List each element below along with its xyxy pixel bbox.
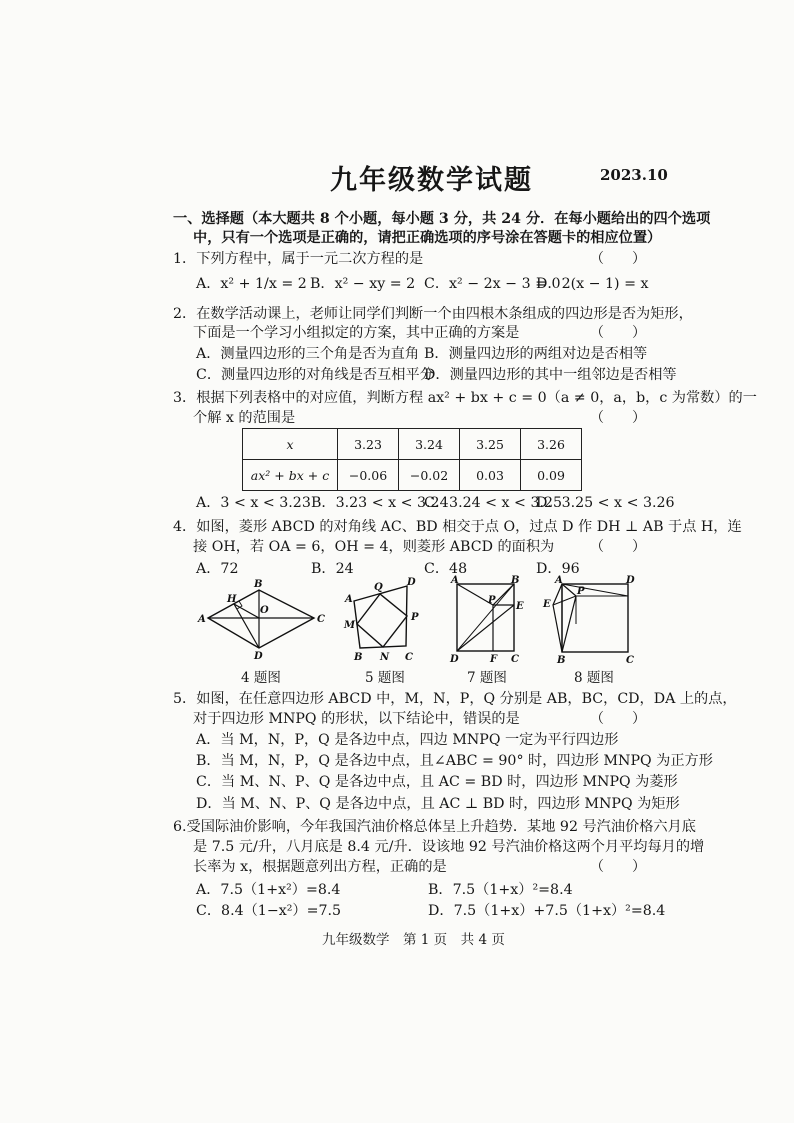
q6-option-b: B．7.5（1+x）²=8.4 — [428, 882, 573, 898]
q2-option-a: A．测量四边形的三个角是否为直角 — [196, 346, 420, 362]
q3-value-table — [242, 428, 582, 491]
caption-figure-4: 4 题图 — [241, 670, 281, 686]
table-cell: 0.03 — [460, 460, 521, 491]
q5-option-b: B．当 M，N，P，Q 是各边中点，且∠ABC = 90° 时，四边形 MNPQ 为正方形 — [196, 753, 713, 769]
q2-option-c: C．测量四边形的对角线是否互相平分 — [196, 367, 434, 383]
figure-7-square — [447, 574, 527, 664]
fig8-label-d: D — [626, 575, 635, 586]
q6-stem-line2: 是 7.5 元/升，八月底是 8.4 元/升．设该地 92 号汽油价格这两个月平均每月的增 — [193, 839, 705, 855]
table-cell: −0.06 — [338, 460, 399, 491]
fig8-label-c: C — [626, 655, 634, 664]
table-cell: 3.24 — [399, 429, 460, 460]
fig4-label-c: C — [317, 614, 325, 625]
q1-option-c: C．x² − 2x − 3 = 0 — [424, 276, 561, 292]
fig4-label-b: B — [254, 579, 263, 590]
q3-stem-line2: 个解 x 的范围是 — [193, 410, 296, 426]
q4-option-c: C．48 — [424, 561, 468, 577]
exam-date: 2023.10 — [600, 166, 668, 184]
fig4-label-o: O — [260, 605, 269, 616]
q4-stem: 4．如图，菱形 ABCD 的对角线 AC、BD 相交于点 O，过点 D 作 DH ⊥ AB 于点 H，连 — [173, 519, 742, 535]
q1-stem: 1．下列方程中，属于一元二次方程的是 — [173, 251, 424, 267]
q3-option-c: C．3.24 < x < 3.25 — [424, 495, 563, 511]
q2-option-d: D．测量四边形的其中一组邻边是否相等 — [424, 367, 677, 383]
q1-option-b: B．x² − xy = 2 — [310, 276, 416, 292]
table-cell: ax² + bx + c — [243, 460, 338, 491]
figure-5-quadrilateral — [340, 574, 424, 662]
q3-stem: 3．根据下列表格中的对应值，判断方程 ax² + bx + c = 0（a ≠ 0，a，b，c 为常数）的一 — [173, 390, 757, 406]
q2-stem: 2．在数学活动课上，老师让同学们判断一个由四根木条组成的四边形是否为矩形， — [173, 306, 693, 322]
q4-option-d: D．96 — [536, 561, 580, 577]
figure-8-square — [540, 574, 640, 664]
fig5-label-d: D — [407, 577, 416, 588]
fig4-label-h: H — [227, 594, 237, 605]
page-title: 九年级数学试题 — [330, 165, 533, 196]
q2-answer-paren: （ ） — [590, 325, 646, 341]
table-cell: −0.02 — [399, 460, 460, 491]
fig5-label-p: P — [411, 612, 419, 623]
q1-answer-paren: （ ） — [590, 251, 646, 267]
table-cell: 3.25 — [460, 429, 521, 460]
fig7-label-a: A — [451, 575, 459, 586]
q5-answer-paren: （ ） — [590, 711, 646, 727]
q6-option-c: C．8.4（1−x²）=7.5 — [196, 903, 342, 919]
q5-option-c: C．当 M、N、P、Q 是各边中点，且 AC = BD 时，四边形 MNPQ 为菱形 — [196, 774, 678, 790]
q6-answer-paren: （ ） — [590, 859, 646, 875]
fig8-label-p: P — [577, 586, 585, 597]
q4-stem-line2: 接 OH，若 OA = 6，OH = 4，则菱形 ABCD 的面积为 — [193, 539, 555, 555]
table-cell: 0.09 — [521, 460, 582, 491]
figure-4-rhombus — [196, 578, 326, 660]
q6-stem: 6.受国际油价影响，今年我国汽油价格总体呈上升趋势．某地 92 号汽油价格六月底 — [173, 819, 696, 835]
q4-option-b: B．24 — [311, 561, 354, 577]
page-footer: 九年级数学 第 1 页 共 4 页 — [322, 932, 505, 948]
fig5-label-n: N — [380, 652, 390, 662]
fig5-label-m: M — [344, 620, 356, 631]
q5-option-d: D．当 M、N、P、Q 是各边中点，且 AC ⊥ BD 时，四边形 MNPQ 为矩形 — [196, 796, 680, 812]
section-heading: 一、选择题（本大题共 8 个小题，每小题 3 分，共 24 分．在每小题给出的四个选项 — [173, 211, 711, 227]
q5-stem: 5．如图，在任意四边形 ABCD 中，M，N，P，Q 分别是 AB，BC，CD，DA 上的点， — [173, 691, 737, 707]
fig5-label-q: Q — [374, 582, 383, 593]
table-cell: x — [243, 429, 338, 460]
q4-answer-paren: （ ） — [590, 539, 646, 555]
q6-stem-line3: 长率为 x，根据题意列出方程，正确的是 — [193, 859, 447, 875]
fig7-label-e: E — [516, 601, 524, 612]
fig7-label-f: F — [490, 654, 498, 664]
q4-option-a: A．72 — [196, 561, 239, 577]
fig5-label-a: A — [345, 594, 353, 605]
fig5-label-c: C — [405, 652, 413, 662]
q5-option-a: A．当 M，N，P，Q 是各边中点，四边 MNPQ 一定为平行四边形 — [196, 732, 619, 748]
q5-stem-line2: 对于四边形 MNPQ 的形状，以下结论中，错误的是 — [193, 711, 520, 727]
fig7-label-b: B — [511, 575, 520, 586]
caption-figure-8: 8 题图 — [574, 670, 614, 686]
fig7-label-d: D — [450, 654, 459, 664]
fig8-label-b: B — [557, 655, 566, 664]
q1-option-a: A．x² + 1/x = 2 — [196, 276, 307, 292]
fig8-label-e: E — [543, 599, 551, 610]
q6-option-a: A．7.5（1+x²）=8.4 — [196, 882, 341, 898]
q1-option-d: D．2(x − 1) = x — [536, 276, 649, 292]
q3-option-a: A．3 < x < 3.23 — [196, 495, 311, 511]
fig8-label-a: A — [555, 575, 563, 586]
caption-figure-7: 7 题图 — [467, 670, 507, 686]
fig5-label-b: B — [354, 652, 363, 662]
q3-answer-paren: （ ） — [590, 410, 646, 426]
q2-stem-line2: 下面是一个学习小组拟定的方案，其中正确的方案是 — [193, 325, 520, 341]
q3-option-d: D．3.25 < x < 3.26 — [536, 495, 675, 511]
fig4-label-d: D — [254, 651, 263, 660]
fig7-label-c: C — [511, 654, 519, 664]
table-row — [243, 429, 582, 460]
caption-figure-5: 5 题图 — [365, 670, 405, 686]
table-row — [243, 460, 582, 491]
q3-option-b: B．3.23 < x < 3.24 — [311, 495, 449, 511]
table-cell: 3.23 — [338, 429, 399, 460]
fig4-label-a: A — [198, 614, 206, 625]
table-cell: 3.26 — [521, 429, 582, 460]
section-heading-line2: 中，只有一个选项是正确的，请把正确选项的序号涂在答题卡的相应位置） — [193, 230, 662, 246]
q6-option-d: D．7.5（1+x）+7.5（1+x）²=8.4 — [428, 903, 666, 919]
q2-option-b: B．测量四边形的两组对边是否相等 — [424, 346, 648, 362]
fig7-label-p: P — [488, 595, 496, 606]
